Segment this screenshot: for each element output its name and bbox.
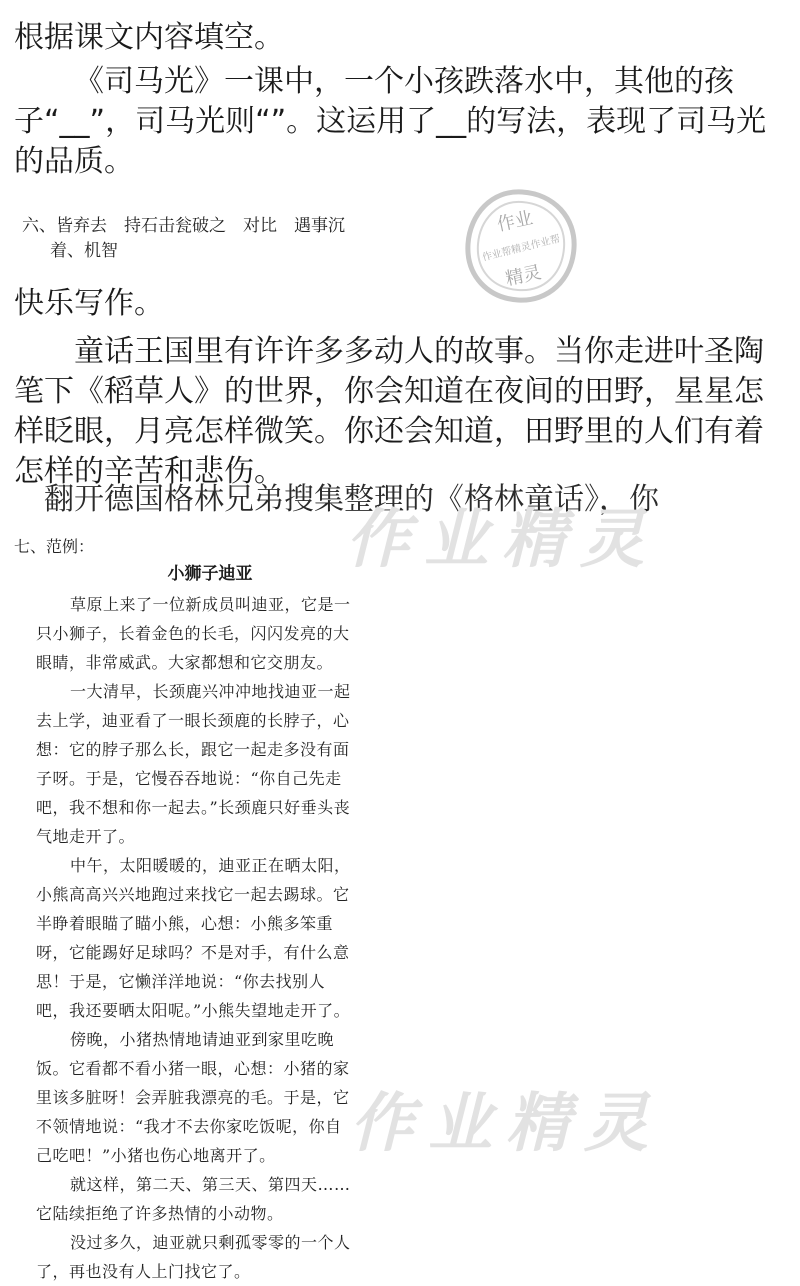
writing-prompt xyxy=(14,332,784,492)
essay-paragraph: 一大清早，长颈鹿兴冲冲地找迪亚一起去上学，迪亚看了一眼长颈鹿的长脖子，心想：它的脖子那么长，跟它一起走多没有面子呀。于是，它慢吞吞地说：“你自己先走吧，我不想和你一起去。”长颈鹿只好垂头丧气地走开了。 xyxy=(36,682,351,846)
essay-paragraph: 没过多久，迪亚就只剩孤零零的一个人了，再也没有人上门找它了。 xyxy=(36,1233,351,1281)
essay-paragraph: 傍晚，小猪热情地请迪亚到家里吃晚饭。它看都不看小猪一眼，心想：小猪的家里该多脏呀！会弄脏我漂亮的毛。于是，它不领情地说：“我才不去你家吃饭呢，你自己吃吧！”小猪也伤心地离开了。 xyxy=(36,1030,350,1165)
svg-text:精灵: 精灵 xyxy=(503,262,544,291)
essay-paragraph: 中午，太阳暖暖的，迪亚正在晒太阳，小熊高高兴兴地跑过来找它一起去踢球。它半睁着眼瞄了瞄小熊，心想：小熊多笨重呀，它能踢好足球吗？不是对手，有什么意思！于是，它懒洋洋地说：“你去找别人吧，我还要晒太阳呢。”小熊失望地走开了。 xyxy=(36,856,351,1020)
watermark: 作业精灵 xyxy=(350,1087,662,1161)
answer-seven-label: 七、范例： xyxy=(14,537,95,556)
answer-six-line1: 六、皆弃去 持石击瓮破之 对比 遇事沉 xyxy=(22,216,345,236)
essay-title: 小狮子迪亚 xyxy=(167,564,253,584)
stamp-logo xyxy=(462,188,580,306)
cut-off-line: 翻开德国格林兄弟搜集整理的《格林童话》，你 xyxy=(44,482,659,517)
writing-paragraph: 童话王国里有许许多多动人的故事。当你走进叶圣陶笔下《稻草人》的世界，你会知道在夜间的田野，星星怎样眨眼，月亮怎样微笑。你还会知道，田野里的人们有着怎样的辛苦和悲伤。 xyxy=(14,334,764,489)
watermark: 作业精灵 xyxy=(346,503,658,577)
question-paragraph: 《司马光》一课中，一个小孩跌落水中，其他的孩子“__”，司马光则“”。这运用了__的写法，表现了司马光的品质。 xyxy=(14,64,767,179)
question-heading: 根据课文内容填空。 xyxy=(14,20,284,55)
answer-six-line2: 着、机智 xyxy=(50,241,118,261)
essay-paragraph: 草原上来了一位新成员叫迪亚，它是一只小狮子，长着金色的长毛，闪闪发亮的大眼睛，非常威武。大家都想和它交朋友。 xyxy=(36,595,351,672)
essay-paragraph: 就这样，第二天、第三天、第四天……它陆续拒绝了许多热情的小动物。 xyxy=(36,1175,351,1223)
question-body xyxy=(14,62,784,182)
writing-heading: 快乐写作。 xyxy=(14,286,164,321)
essay-body xyxy=(36,590,356,1286)
svg-text:作业: 作业 xyxy=(495,207,535,236)
svg-text:作业帮精灵作业帮: 作业帮精灵作业帮 xyxy=(481,233,562,264)
answer-six xyxy=(22,214,402,264)
